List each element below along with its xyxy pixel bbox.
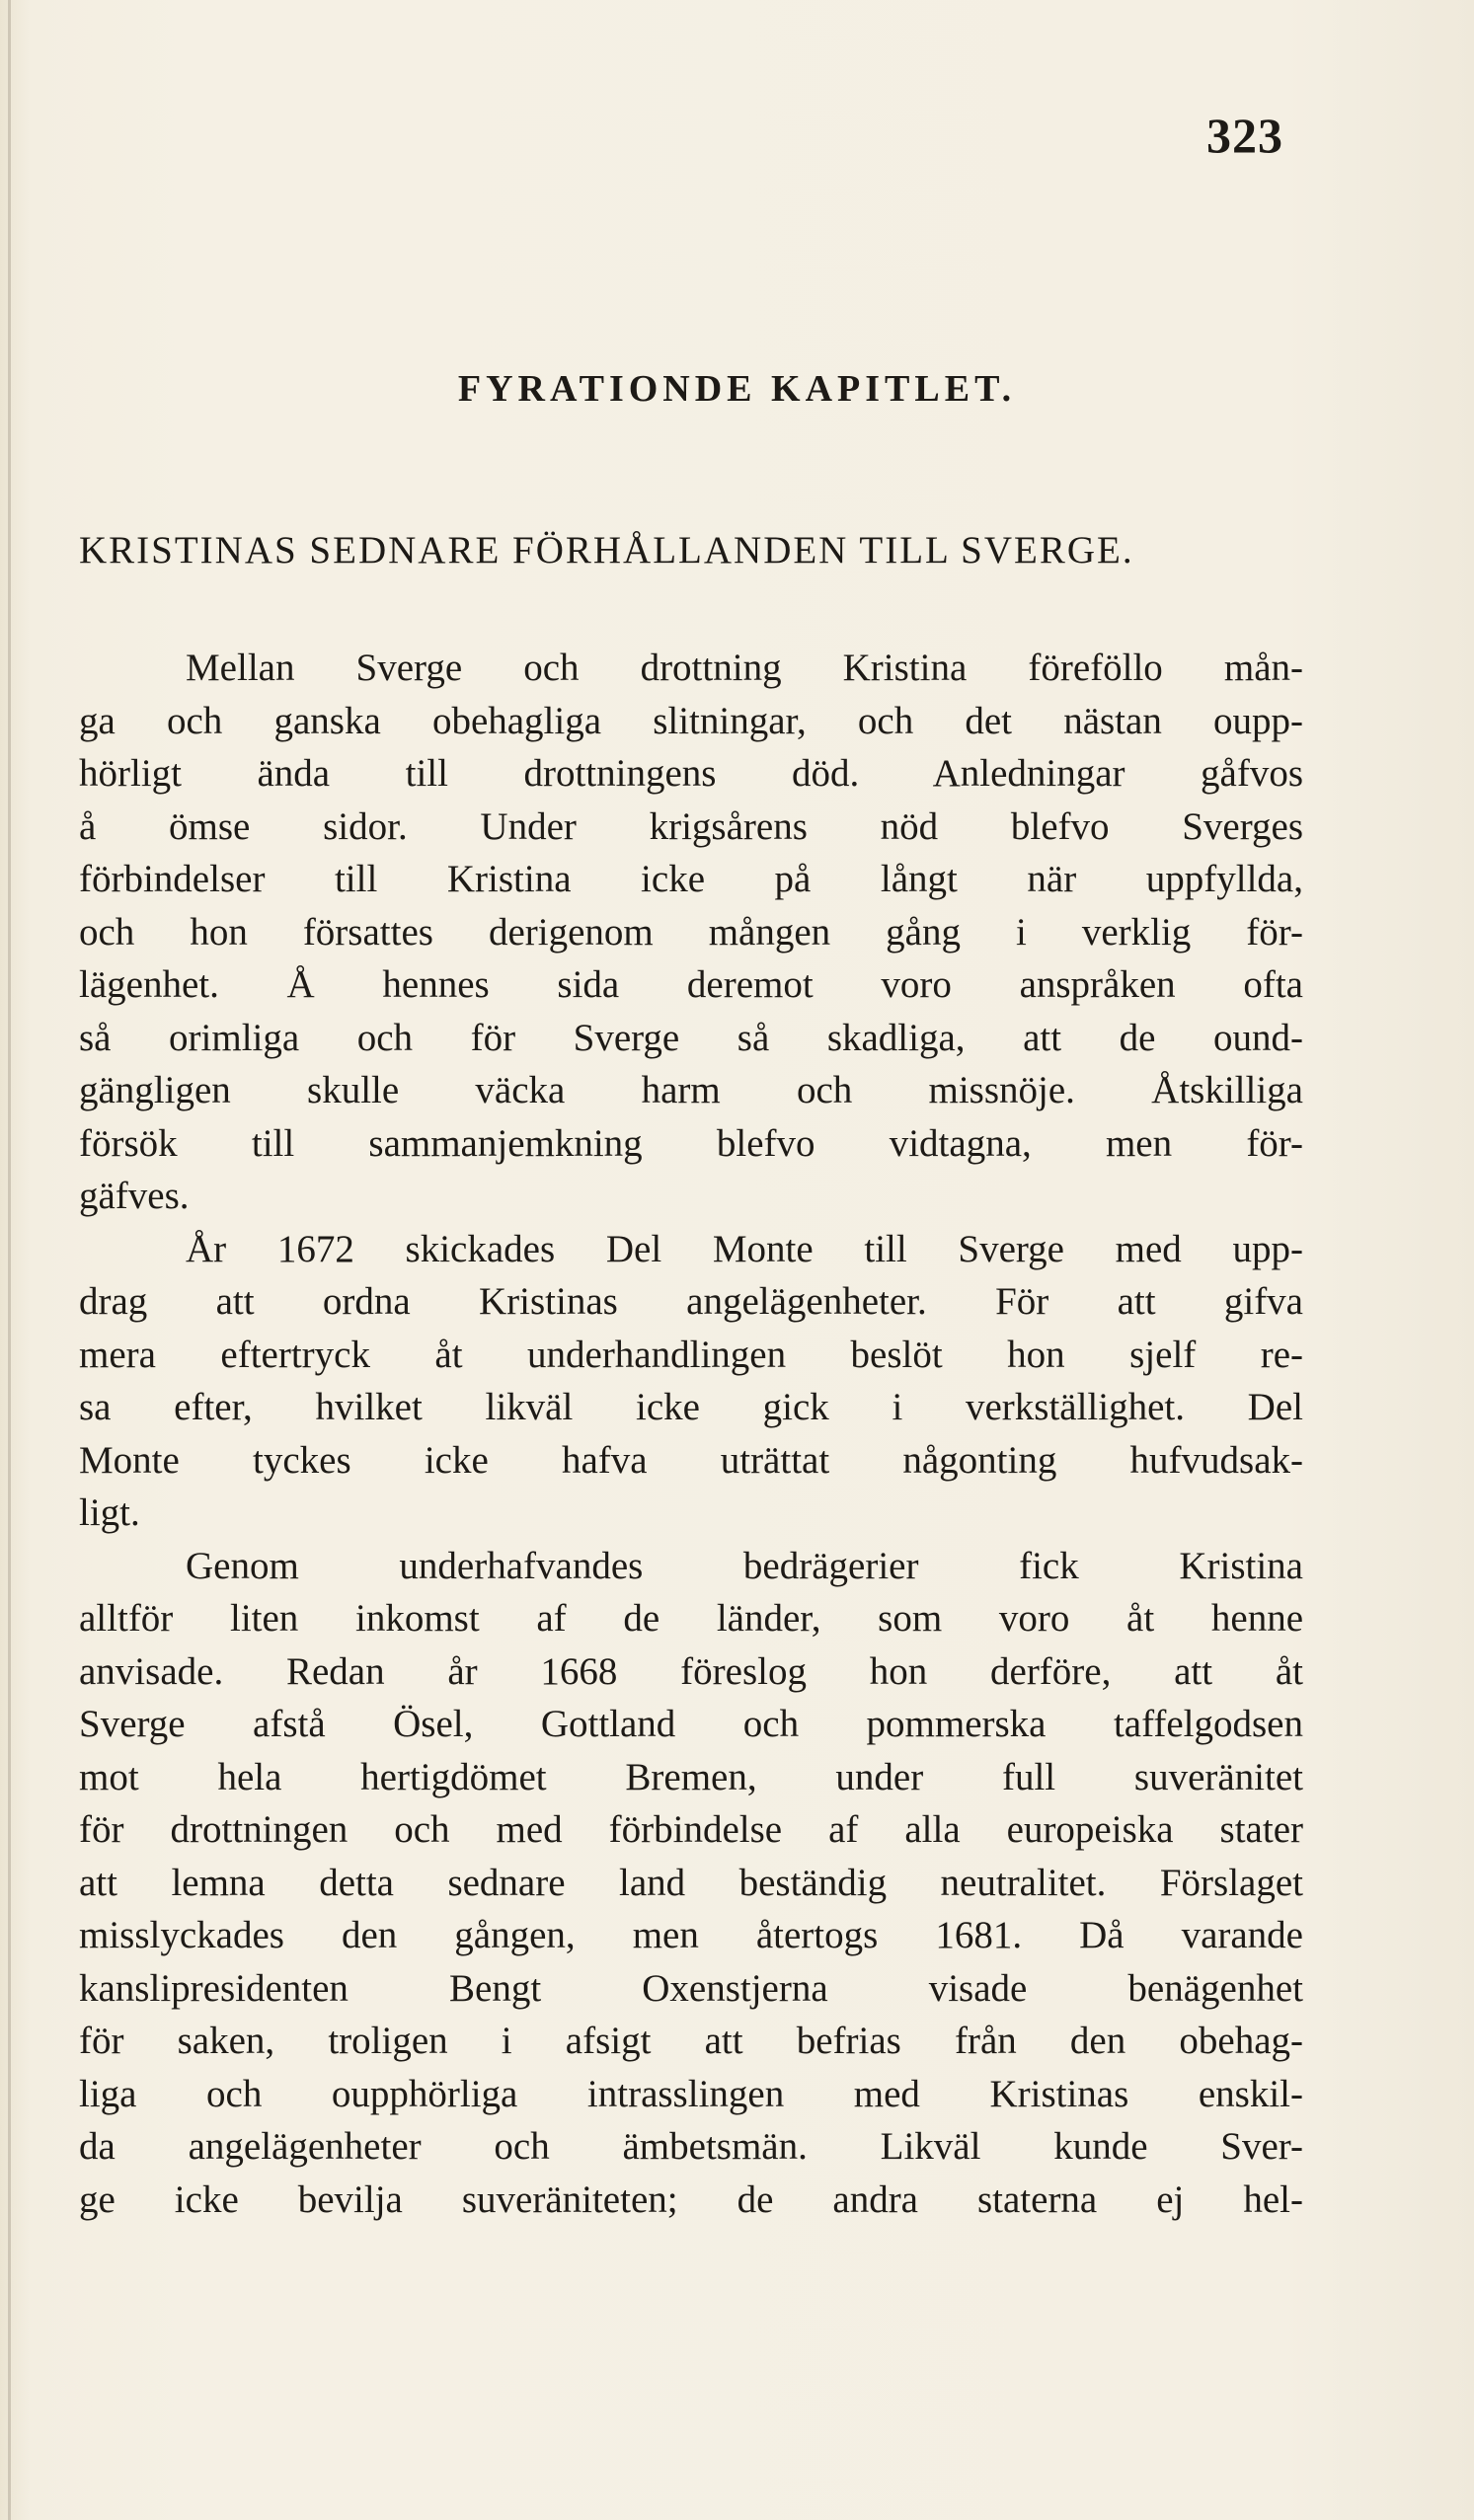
text-line: försök till sammanjemkning blefvo vidtagna, men för- [79, 1121, 1303, 1165]
body-text [79, 642, 1303, 2226]
text-line: så orimliga och för Sverge så skadliga, att de ound- [79, 1016, 1303, 1059]
text-line: gängligen skulle väcka harm och missnöje. Åtskilliga [79, 1069, 1303, 1111]
text-line: lägenhet. Å hennes sida deremot voro anspråken ofta [79, 963, 1303, 1006]
text-line: anvisade. Redan år 1668 föreslog hon derföre, att åt [79, 1649, 1303, 1693]
text-line: ge icke bevilja suveräniteten; de andra staterna ej hel- [79, 2177, 1303, 2221]
text-line: mot hela hertigdömet Bremen, under full suveränitet [79, 1755, 1303, 1798]
text-line: Sverge afstå Ösel, Gottland och pommerska taffelgodsen [79, 1703, 1303, 1745]
text-line: för drottningen och med förbindelse af alla europeiska stater [79, 1808, 1303, 1851]
text-line: för saken, troligen i afsigt att befrias från den obehag- [79, 2020, 1303, 2062]
text-line: sa efter, hvilket likväl icke gick i verkställighet. Del [79, 1386, 1303, 1428]
text-line: och hon försattes derigenom mången gång i verklig för- [79, 910, 1303, 954]
text-line: å ömse sidor. Under krigsårens nöd blefvo Sverges [79, 804, 1303, 848]
text-line: gäfves. [79, 1175, 190, 1217]
text-line: ligt. [79, 1491, 140, 1534]
text-line: liga och oupphörliga intrasslingen med Kristinas enskil- [79, 2072, 1303, 2115]
chapter-subtitle: KRISTINAS SEDNARE FÖRHÅLLANDEN TILL SVERGE. [79, 529, 1134, 572]
text-line: ga och ganska obehagliga slitningar, och det nästan oupp- [79, 699, 1303, 742]
text-line: mera eftertryck åt underhandlingen beslöt hon sjelf re- [79, 1333, 1303, 1376]
text-line: hörligt ända till drottningens död. Anledningar gåfvos [79, 752, 1303, 795]
text-line: alltför liten inkomst af de länder, som voro åt henne [79, 1597, 1303, 1640]
text-line: da angelägenheter och ämbetsmän. Likväl kunde Sver- [79, 2125, 1303, 2168]
chapter-heading: FYRATIONDE KAPITLET. [457, 368, 1017, 410]
text-line: drag att ordna Kristinas angelägenheter. För att gifva [79, 1280, 1303, 1323]
text-line: förbindelser till Kristina icke på långt när uppfyllda, [79, 858, 1303, 900]
text-line: År 1672 skickades Del Monte till Sverge med upp- [186, 1227, 1303, 1270]
text-line: Mellan Sverge och drottning Kristina föreföllo mån- [186, 647, 1303, 689]
text-line: misslyckades den gången, men återtogs 1681. Då varande [79, 1914, 1303, 1956]
text-line: Genom underhafvandes bedrägerier fick Kristina [186, 1544, 1303, 1587]
text-line: Monte tyckes icke hafva uträttat någonting hufvudsak- [79, 1438, 1303, 1482]
page-number: 323 [1206, 108, 1283, 163]
text-line: att lemna detta sednare land beständig neutralitet. Förslaget [79, 1861, 1303, 1904]
text-line: kanslipresidenten Bengt Oxenstjerna visade benägenhet [79, 1966, 1303, 2010]
